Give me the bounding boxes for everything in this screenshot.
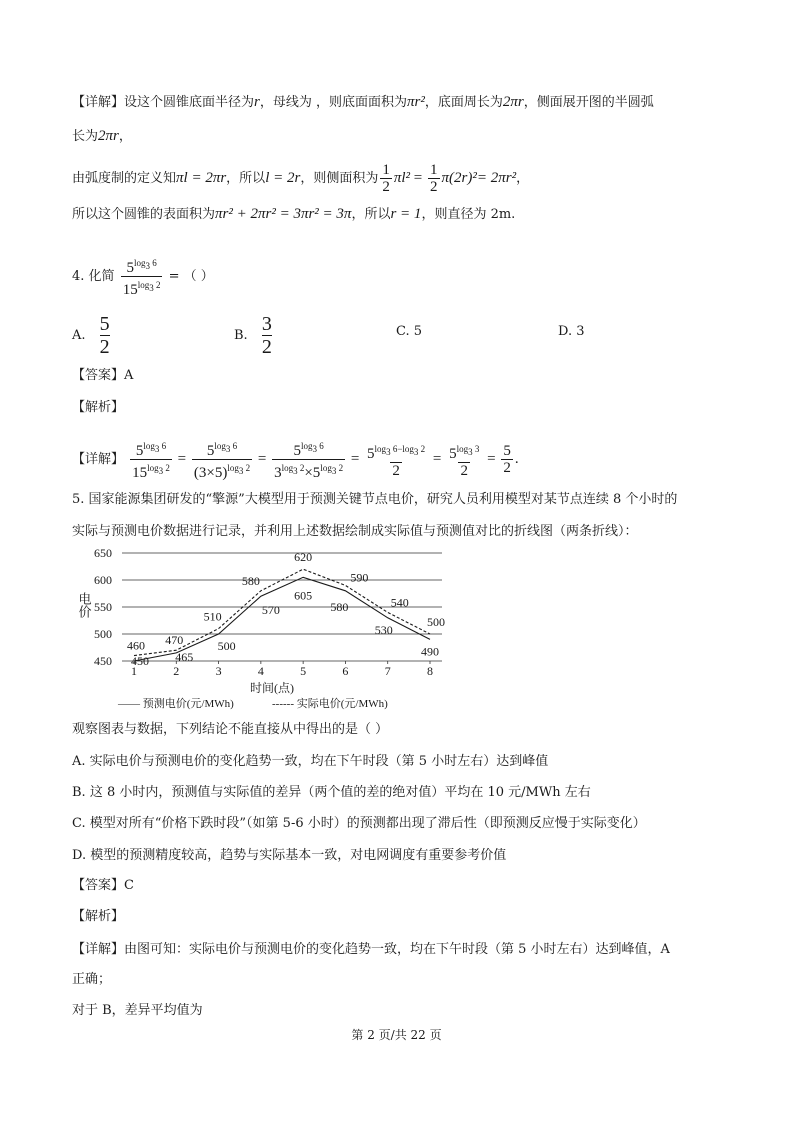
option-label: B.	[234, 328, 248, 343]
math-arc: 2πr	[98, 128, 119, 144]
math-eq3: = 2πr²	[476, 170, 517, 186]
answer-4: 【答案】A	[72, 368, 134, 383]
data-label-actual: 460	[127, 638, 145, 653]
x-tick-label: 7	[384, 664, 391, 678]
option-5d: D. 模型的预测精度较高，趋势与实际基本一致，对电网调度有重要参考价值	[72, 848, 507, 863]
y-tick-label: 450	[94, 654, 112, 668]
series-lines	[134, 569, 430, 661]
fraction-half: $\frac{1}{2}$	[382, 162, 390, 195]
data-label-predicted: 530	[374, 622, 393, 637]
data-label-actual: 590	[350, 570, 369, 585]
text: ，	[516, 171, 530, 186]
text: ，	[118, 129, 132, 144]
text: ，底面周长为	[424, 95, 503, 110]
data-label-predicted: 450	[131, 654, 149, 668]
detail-paragraph-2: 由弧度制的定义知πl = 2πr，所以l = 2r，则侧面积为 $\frac{1}{2}$ πl² = $\frac{1}{2}$ π(2r)²= 2πr²，	[72, 162, 530, 195]
detail-paragraph-1	[72, 92, 654, 113]
text: ，母线为 ，则底面面积为	[259, 95, 407, 110]
option-5a: A. 实际电价与预测电价的变化趋势一致，均在下午时段（第 5 小时左右）达到峰值	[72, 754, 549, 769]
y-tick-label: 600	[94, 573, 112, 587]
series-line-predicted	[134, 577, 430, 661]
math-eq1: πl = 2πr	[176, 170, 227, 186]
text: = （ ）	[168, 269, 214, 284]
text: 【详解】设这个圆锥底面半径为	[72, 95, 255, 110]
option-c: C. 5	[396, 324, 423, 339]
detail-5-line3: 对于 B，差异平均值为	[72, 1003, 203, 1018]
detail-paragraph-3	[72, 204, 515, 225]
option-label: A.	[72, 328, 86, 343]
q4-expression: $\frac{5^{log_3 6}}{15^{log_3 2}}$	[122, 258, 161, 298]
x-tick-label: 1	[131, 664, 137, 678]
detail-5-line2: 正确；	[72, 972, 112, 987]
data-label-predicted: 465	[175, 649, 194, 664]
text: ，则直径为 2m.	[421, 207, 516, 222]
question-5-line2: 实际与预测电价数据进行记录，并利用上述数据绘制成实际值与预测值对比的折线图（两条折线）：	[72, 524, 638, 539]
data-label-predicted: 490	[421, 644, 439, 659]
detail-5-line1: 【详解】由图可知：实际电价与预测电价的变化趋势一致，均在下午时段（第 5 小时左右）达到峰值，A	[72, 942, 670, 957]
text: 长为	[72, 129, 99, 144]
y-axis-label: 电价	[76, 592, 92, 618]
data-label-actual: 500	[427, 615, 445, 629]
data-label-actual: 540	[390, 595, 409, 610]
data-label-predicted: 605	[294, 588, 313, 603]
y-tick-label: 500	[94, 627, 112, 641]
question-number: 4. 化简	[72, 269, 115, 284]
text: ，侧面展开图的半圆弧	[523, 95, 654, 110]
data-label-actual: 510	[203, 609, 222, 624]
text: 所以这个圆锥的表面积为	[72, 207, 216, 222]
data-labels	[127, 550, 445, 668]
y-tick-label: 550	[94, 600, 112, 614]
data-label-predicted: 570	[261, 603, 280, 618]
text: 由弧度制的定义知	[72, 171, 177, 186]
text: 【详解】	[72, 452, 125, 467]
legend-actual: ------ 实际电价(元/MWh)	[272, 698, 388, 710]
option-b	[234, 313, 272, 358]
y-tick-label: 650	[94, 546, 112, 560]
question-5-line1: 5. 国家能源集团研发的“擎源”大模型用于预测关键节点电价，研究人员利用模型对某节点连续 8 个小时的	[72, 492, 678, 507]
x-tick-label: 6	[342, 664, 349, 678]
answer-5: 【答案】C	[72, 878, 134, 893]
data-label-predicted: 580	[330, 599, 349, 614]
y-ticks	[94, 546, 112, 668]
math-area: πr²	[407, 94, 425, 110]
detail-paragraph-1-cont	[72, 126, 132, 147]
page-footer: 第 2 页/共 22 页	[351, 1028, 442, 1042]
fraction-half: $\frac{1}{2}$	[430, 162, 438, 195]
text: ，则侧面积为	[300, 171, 379, 186]
x-tick-label: 8	[427, 664, 433, 678]
analysis-5: 【解析】	[72, 909, 125, 924]
question-5-stem: 观察图表与数据，下列结论不能直接从中得出的是（ ）	[72, 722, 389, 737]
x-tick-label: 2	[173, 664, 180, 678]
math-eq2: l = 2r	[265, 170, 301, 186]
data-label-actual: 620	[294, 550, 313, 565]
x-tick-label: 5	[300, 664, 307, 678]
option-5c: C. 模型对所有“价格下跌时段”（如第 5-6 小时）的预测都出现了滞后性（即预测反应慢于实际变化）	[72, 816, 646, 831]
data-label-predicted: 500	[217, 639, 236, 653]
option-a	[72, 313, 110, 358]
math-perimeter: 2πr	[502, 94, 524, 110]
option-fraction: $\frac{5}{2}$	[99, 313, 110, 358]
math-r: r	[254, 94, 260, 110]
x-axis-label: 时间(点)	[250, 681, 294, 695]
math-r1: r = 1	[390, 206, 422, 222]
x-tick-label: 4	[257, 664, 264, 678]
math-surface: πr² + 2πr² = 3πr² = 3π	[215, 206, 352, 222]
data-label-actual: 580	[241, 573, 260, 588]
price-line-chart	[60, 545, 460, 715]
legend-predicted: —— 预测电价(元/MWh)	[118, 698, 234, 710]
detail-4: 【详解】 $\frac{5^{log_3 6}}{15^{log_3 2}}$ = $\frac{5^{log_3 6}}{(3\times 5)^{log_3 2}}$ = $\frac{5^{log_3 6}}{3^{log_3 2}\times 5^{log_3 2}}$ = $\frac{5^{log_3 6-log_3 2}}{2}$ = $\frac{5^{log_3 3}}{2}$ = $\frac{5}{2}$ .	[72, 441, 519, 481]
option-fraction: $\frac{3}{2}$	[261, 313, 272, 358]
option-d: D. 3	[558, 324, 585, 339]
question-4	[72, 255, 214, 298]
analysis-4: 【解析】	[72, 400, 125, 415]
x-tick-label: 3	[215, 664, 222, 678]
text: ，所以	[226, 171, 266, 186]
text: ，所以	[351, 207, 391, 222]
data-label-actual: 470	[165, 633, 184, 648]
option-5b: B. 这 8 小时内，预测值与实际值的差异（两个值的差的绝对值）平均在 10 元/MWh 左右	[72, 785, 591, 800]
